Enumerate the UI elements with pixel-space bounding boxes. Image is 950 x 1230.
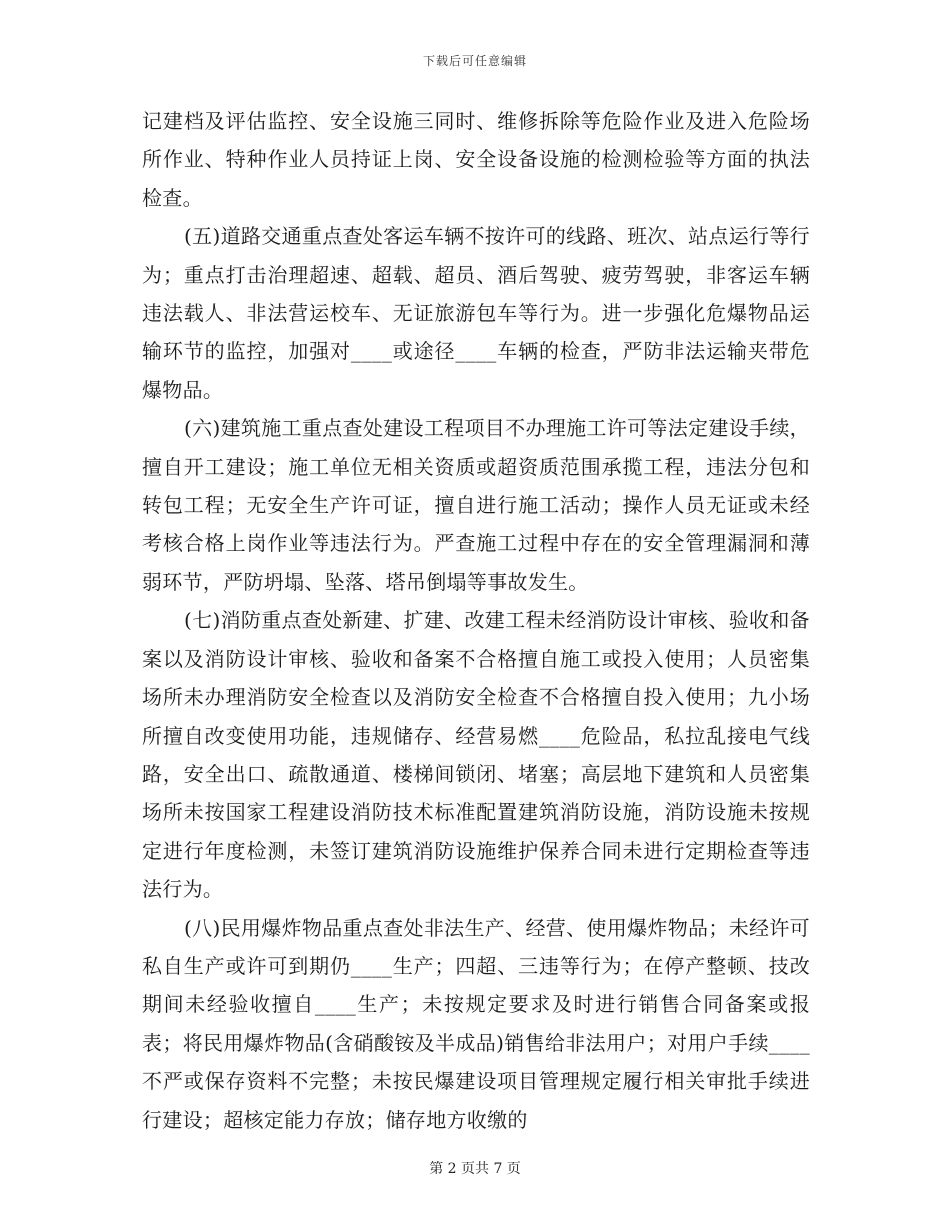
document-body [142, 102, 810, 1139]
paragraph-construction: (六)建筑施工重点查处建设工程项目不办理施工许可等法定建设手续，擅自开工建设；施工单位无相关资质或超资质范围承揽工程，违法分包和转包工程；无安全生产许可证，擅自进行施工活动；操作人员无证或未经考核合格上岗作业等违法行为。严查施工过程中存在的安全管理漏洞和薄弱环节，严防坍塌、坠落、塔吊倒塌等事故发生。 [142, 416, 810, 594]
paragraph-fire-safety: (七)消防重点查处新建、扩建、改建工程未经消防设计审核、验收和备案以及消防设计审核、验收和备案不合格擅自施工或投入使用；人员密集场所未办理消防安全检查以及消防安全检查不合格擅自投入使用；九小场所擅自改变使用功能，违规储存、经营易燃____危险品，私拉乱接电气线路，安全出口、疏散通道、楼梯间锁闭、堵塞；高层地下建筑和人员密集场所未按国家工程建设消防技术标准配置建筑消防设施，消防设施未按规定进行年度检测，未签订建筑消防设施维护保养合同未进行定期检查等违法行为。 [142, 608, 810, 902]
paragraph-road-traffic: (五)道路交通重点查处客运车辆不按许可的线路、班次、站点运行等行为；重点打击治理超速、超载、超员、酒后驾驶、疲劳驾驶，非客运车辆违法载人、非法营运校车、无证旅游包车等行为。进一步强化危爆物品运输环节的监控，加强对____或途径____车辆的检查，严防非法运输夹带危爆物品。 [142, 224, 810, 402]
page-header: 下载后可任意编辑 [422, 54, 527, 68]
paragraph-continuation: 记建档及评估监控、安全设施三同时、维修拆除等危险作业及进入危险场所作业、特种作业人员持证上岗、安全设备设施的检测检验等方面的执法检查。 [142, 109, 810, 210]
paragraph-explosives: (八)民用爆炸物品重点查处非法生产、经营、使用爆炸物品；未经许可私自生产或许可到期仍____生产；四超、三违等行为；在停产整顿、技改期间未经验收擅自____生产；未按规定要求及时进行销售合同备案或报表；将民用爆炸物品(含硝酸铵及半成品)销售给非法用户；对用户手续____不严或保存资料不完整；未按民爆建设项目管理规定履行相关审批手续进行建设；超核定能力存放；储存地方收缴的 [142, 915, 810, 1132]
page-number: 第 2 页共 7 页 [429, 1161, 521, 1177]
